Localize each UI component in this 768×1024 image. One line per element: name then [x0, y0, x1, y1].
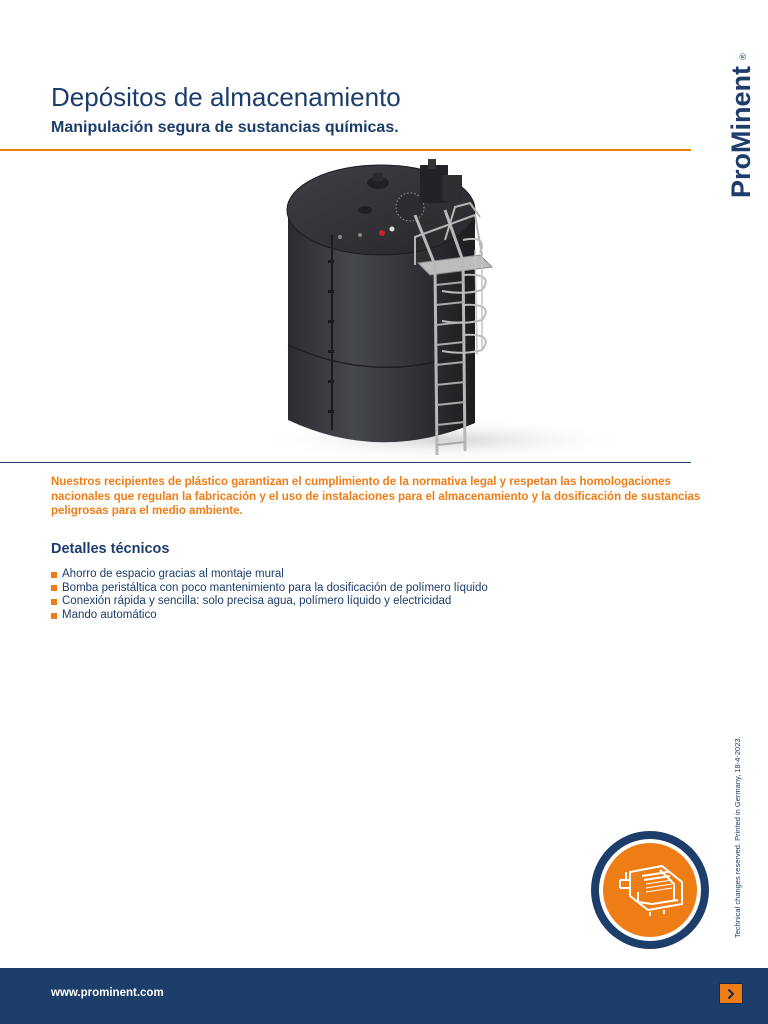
tank-image — [270, 155, 650, 460]
intro-paragraph: Nuestros recipientes de plástico garantizan el cumplimiento de la normativa legal y respetan las homologaciones nacionales que regulan la fabricación y el uso de instalaciones para el almacenamiento y la dosificación de sustancias peligrosas para el medio ambiente. — [51, 476, 701, 517]
page-title: Depósitos de almacenamiento — [51, 82, 401, 112]
feature-list — [51, 568, 488, 622]
logo-text: ProMinent — [726, 66, 756, 198]
bullet-square-icon — [51, 599, 57, 605]
list-item-text: Mando automático — [62, 608, 157, 621]
page-subtitle: Manipulación segura de sustancias químicas. — [51, 119, 399, 136]
next-page-button[interactable] — [719, 983, 743, 1004]
list-item — [51, 582, 488, 596]
navy-divider — [0, 462, 691, 463]
orange-divider — [0, 149, 691, 151]
list-item-text: Bomba peristáltica con poco mantenimiento para la dosificación de polímero líquido — [62, 581, 488, 594]
list-item — [51, 609, 488, 623]
prominent-logo — [716, 50, 756, 200]
bullet-square-icon — [51, 585, 57, 591]
chevron-right-icon — [726, 988, 736, 1000]
print-note: Technical changes reserved. Printed in Germany, 18-4-2023. — [733, 736, 742, 938]
bullet-square-icon — [51, 613, 57, 619]
bullet-square-icon — [51, 572, 57, 578]
list-item — [51, 595, 488, 609]
registered-mark: ® — [738, 53, 748, 60]
pump-product-badge-icon — [590, 830, 710, 950]
details-heading: Detalles técnicos — [51, 541, 170, 557]
list-item — [51, 568, 488, 582]
website-link[interactable]: www.prominent.com — [51, 987, 164, 999]
list-item-text: Ahorro de espacio gracias al montaje mural — [62, 568, 284, 580]
list-item-text: Conexión rápida y sencilla: solo precisa agua, polímero líquido y electricidad — [62, 595, 452, 608]
page-footer — [0, 968, 768, 1024]
